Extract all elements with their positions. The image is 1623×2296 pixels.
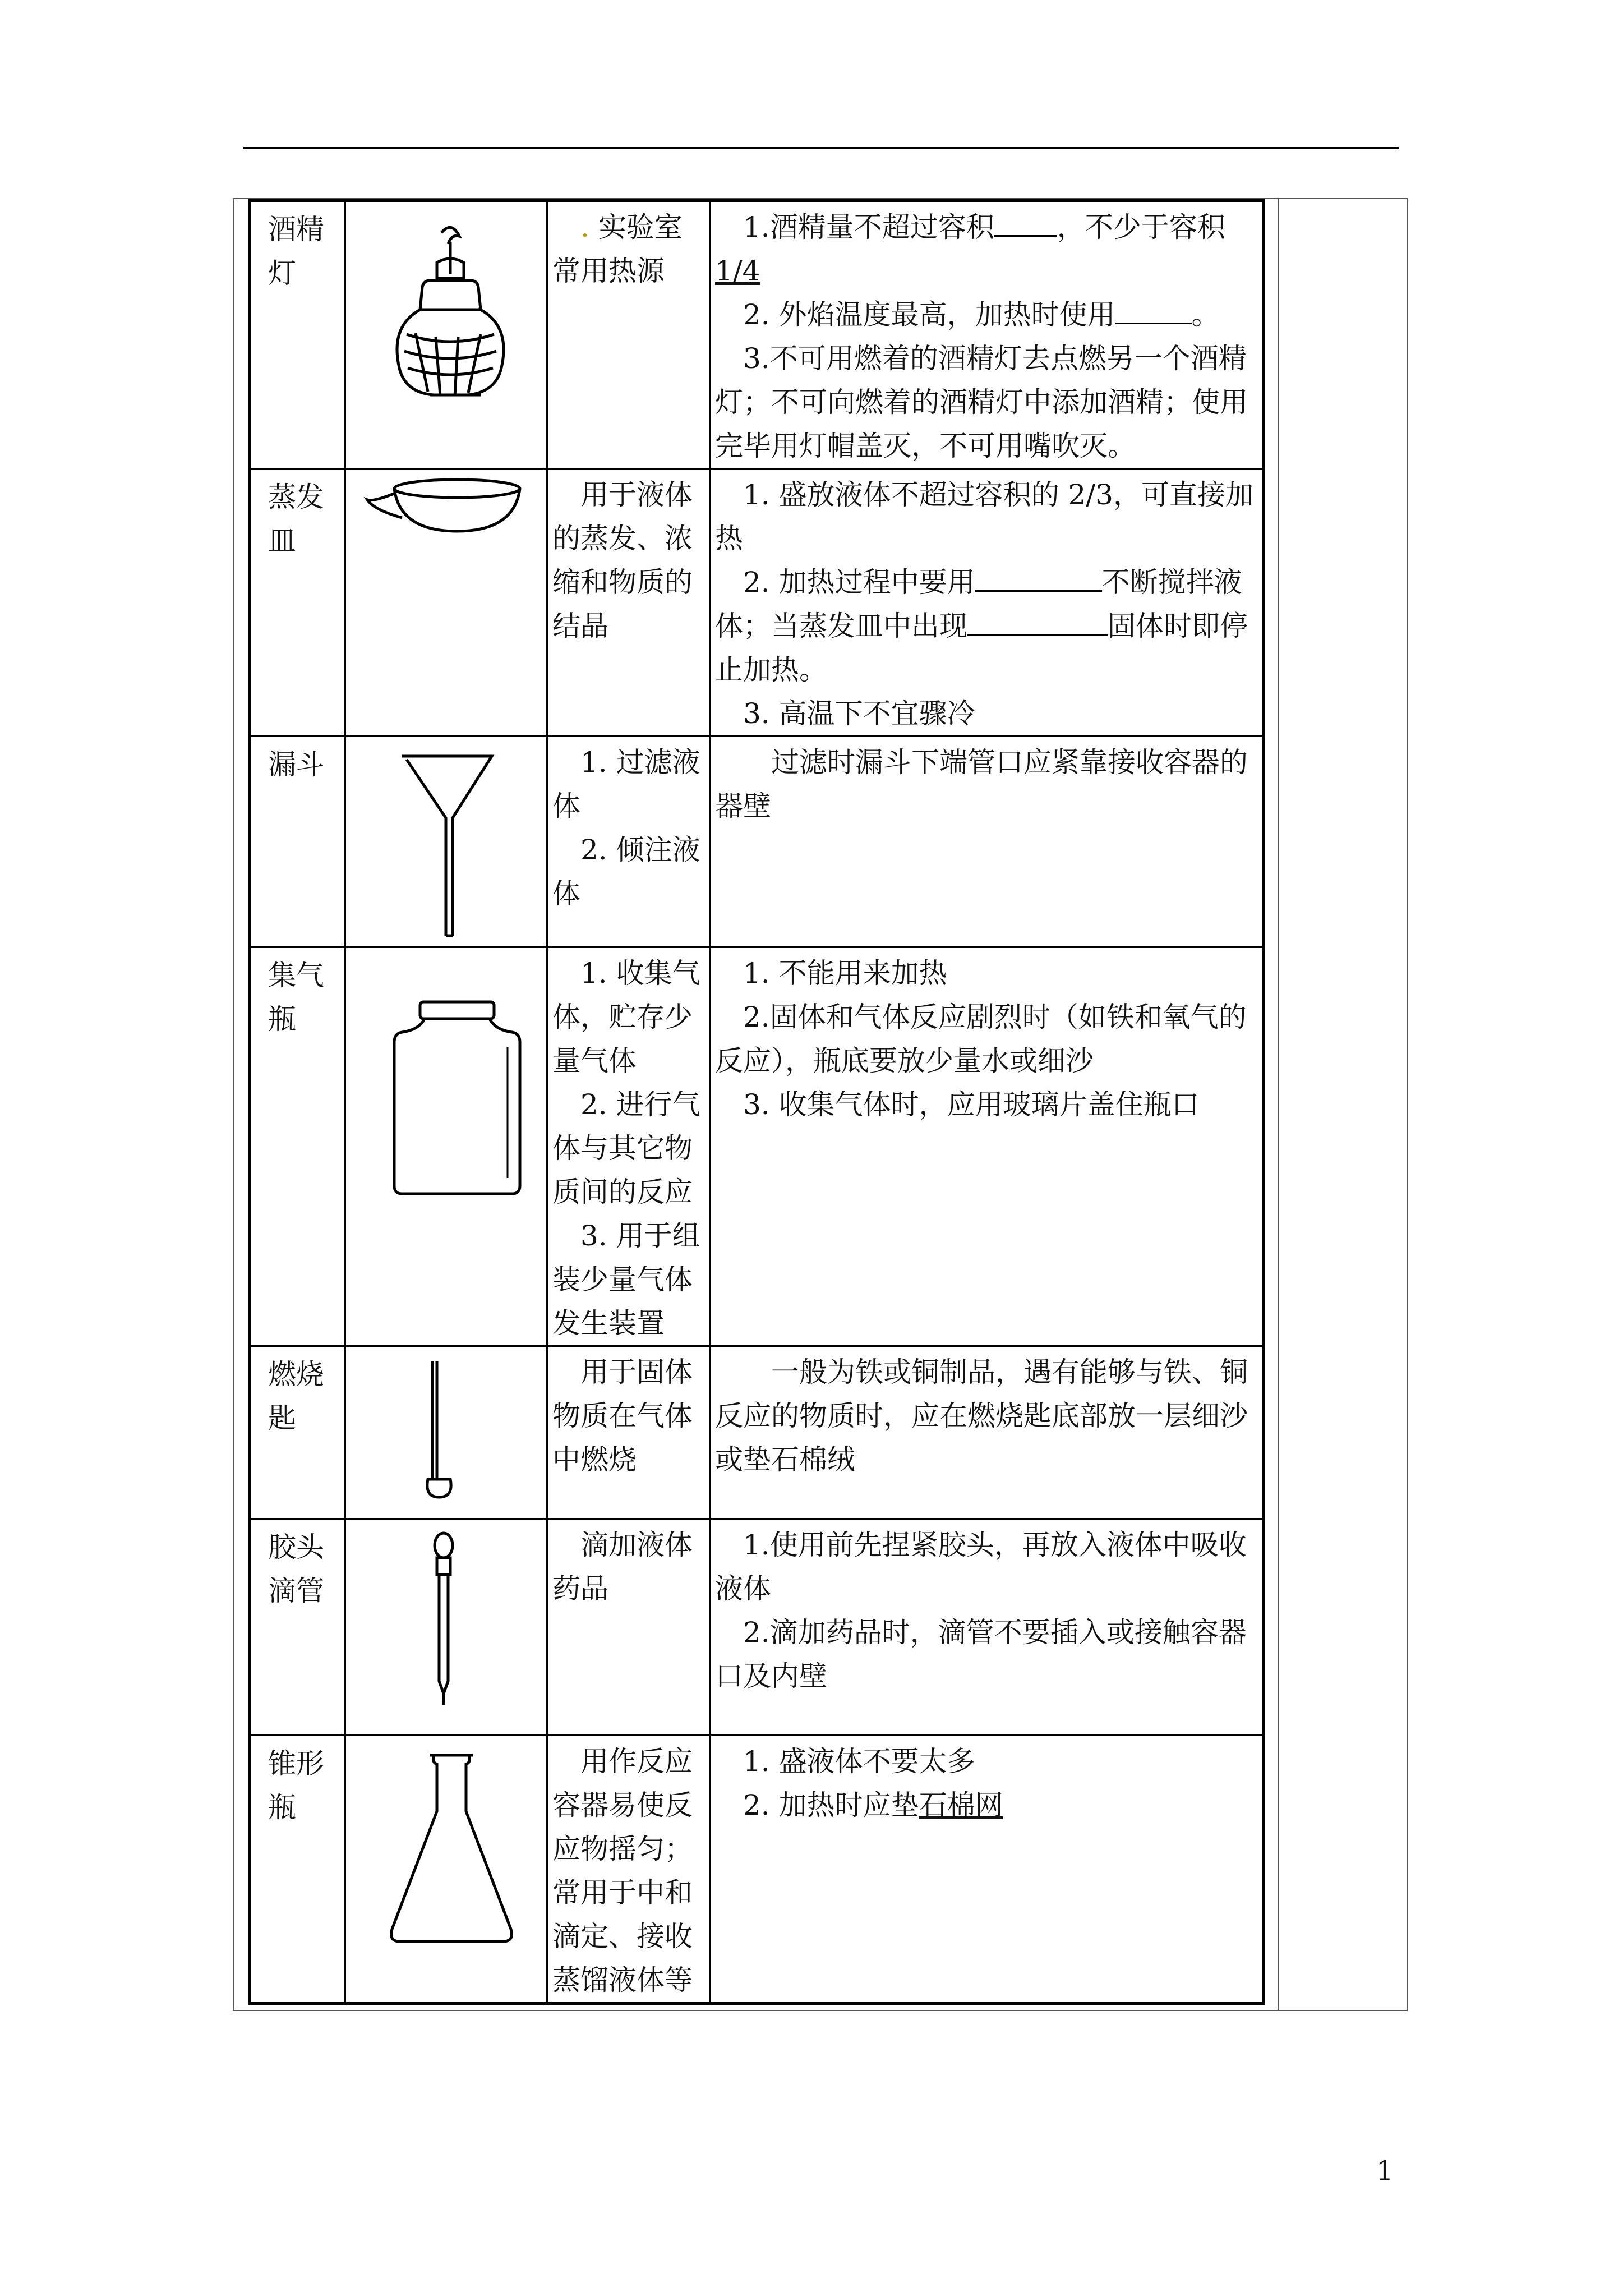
use-text: 2. 进行气体与其它物质间的反应 [552,1088,700,1208]
use-text: 2. 倾注液体 [552,834,700,910]
funnel-icon [345,737,547,947]
note: 2.固体和气体反应剧烈时（如铁和氧气的反应），瓶底要放少量水或细沙 [715,1001,1247,1077]
note: 1. 不能用来加热 [743,957,947,990]
table-row [250,737,1264,947]
fill-blank [967,609,1108,636]
table-row [250,1519,1264,1736]
note: 1/4 [715,255,760,287]
apparatus-name: 集气瓶 [250,947,345,1346]
combustion-spoon-icon [345,1346,547,1519]
fill-blank [1115,298,1192,324]
note: 1.酒精量不超过容积 ，不少于容积 [743,211,1225,243]
margin-column-divider [1278,198,1279,2011]
apparatus-notes [710,737,1264,947]
note: 3.不可用燃着的酒精灯去点燃另一个酒精灯；不可向燃着的酒精灯中添加酒精；使用完毕用灯帽盖灭，不可用嘴吹灭。 [715,342,1248,462]
apparatus-use [547,1519,710,1736]
table-row [250,469,1264,737]
apparatus-notes [710,201,1264,469]
use-text: 1. 收集气体，贮存少量气体 [552,957,700,1077]
table-row [250,1736,1264,2004]
apparatus-notes [710,1346,1264,1519]
note: 2. 加热过程中要用 不断搅拌液体；当蒸发皿中出现 固体时即停止加热。 [715,566,1248,686]
table-row [250,947,1264,1346]
table-row [250,201,1264,469]
use-text: 3. 用于组装少量气体发生装置 [552,1220,700,1340]
apparatus-name: 蒸发皿 [250,469,345,737]
use-text: 滴加液体药品 [552,1529,693,1605]
table-row [250,1346,1264,1519]
conical-flask-icon [345,1736,547,2004]
apparatus-name: 燃烧匙 [250,1346,345,1519]
note: 过滤时漏斗下端管口应紧靠接收容器的器壁 [715,746,1248,822]
apparatus-use [547,737,710,947]
note: 2. 加热时应垫石棉网 [743,1789,1003,1821]
apparatus-use [547,1346,710,1519]
apparatus-name: 锥形瓶 [250,1736,345,2004]
use-text: 1. 过滤液体 [552,746,700,822]
use-text: 用于液体的蒸发、浓缩和物质的结晶 [552,478,693,642]
apparatus-notes [710,1736,1264,2004]
dropper-icon [345,1519,547,1736]
fill-blank [994,210,1057,237]
note: 2.滴加药品时，滴管不要插入或接触容器口及内壁 [715,1616,1247,1692]
apparatus-notes [710,947,1264,1346]
note: 2. 外焰温度最高，加热时使用 。 [743,298,1220,331]
note: 3. 收集气体时，应用玻璃片盖住瓶口 [743,1088,1200,1121]
alcohol-lamp-icon [345,201,547,469]
note: 一般为铁或铜制品，遇有能够与铁、铜反应的物质时，应在燃烧匙底部放一层细沙或垫石棉绒 [715,1356,1248,1476]
apparatus-name: 漏斗 [250,737,345,947]
page-number: 1 [1376,2155,1394,2187]
apparatus-use [547,947,710,1346]
use-text: 实验室常用热源 [552,211,683,287]
fill-blank [975,565,1102,592]
apparatus-use [547,1736,710,2004]
apparatus-name: 胶头滴管 [250,1519,345,1736]
apparatus-use: . 实验室常用热源 [547,201,710,469]
note: 1. 盛液体不要太多 [743,1745,975,1778]
apparatus-notes [710,1519,1264,1736]
use-text: 用于固体物质在气体中燃烧 [552,1356,693,1476]
apparatus-notes [710,469,1264,737]
note: 1.使用前先捏紧胶头，再放入液体中吸收液体 [715,1529,1247,1605]
evaporating-dish-icon [345,469,547,737]
apparatus-table [248,199,1265,2005]
use-text: 用作反应容器易使反应物摇匀；常用于中和滴定、接收蒸馏液体等 [552,1745,693,1996]
note: 1. 盛放液体不超过容积的 2/3，可直接加热 [715,478,1253,555]
apparatus-use [547,469,710,737]
note: 3. 高温下不宜骤冷 [743,697,975,730]
apparatus-name: 酒精灯 [250,201,345,469]
header-rule [243,147,1399,149]
gas-collecting-bottle-icon [345,947,547,1346]
